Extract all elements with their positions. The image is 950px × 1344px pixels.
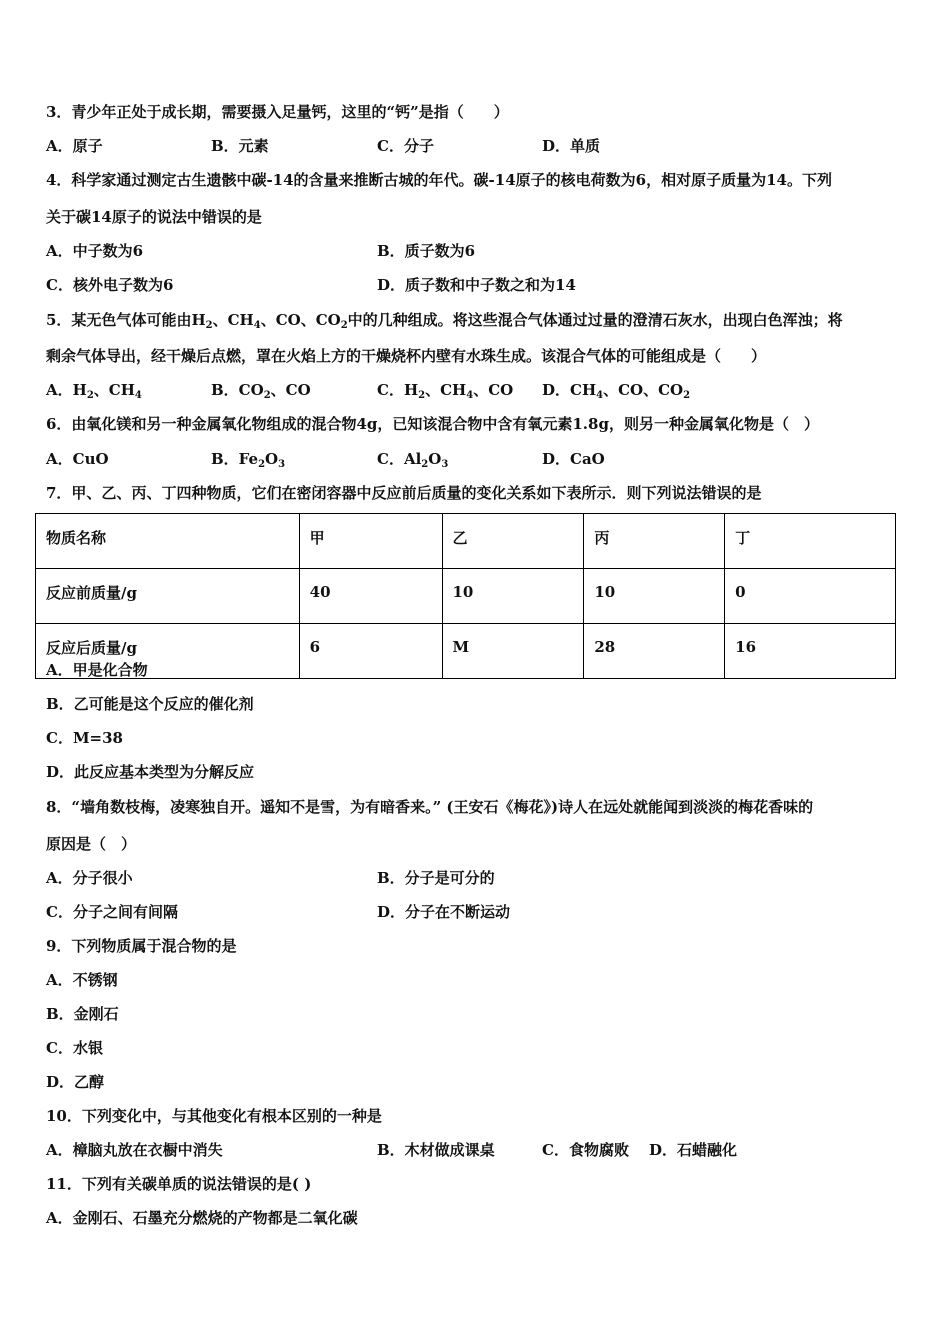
q9-option-a: A．不锈钢	[46, 971, 118, 989]
q5-stem-line1: 5．某无色气体可能由$H_2$、$CH_4$、CO、$CO_2$中的几种组成。将这些混合气体通过过量的澄清石灰水，出现白色浑浊；将	[46, 311, 843, 331]
q6-option-a: A．CuO	[46, 450, 109, 468]
q10-option-b: B．木材做成课桌	[377, 1141, 495, 1159]
table-header-row	[36, 514, 896, 569]
table-cell: 6	[299, 624, 442, 679]
q8-option-b: B．分子是可分的	[377, 869, 495, 887]
q3-option-a: A．原子	[46, 137, 103, 155]
q9-stem: 9．下列物质属于混合物的是	[46, 937, 237, 955]
table-cell: 反应后质量/g	[36, 624, 300, 679]
q10-stem: 10．下列变化中，与其他变化有根本区别的一种是	[46, 1107, 382, 1125]
q5-option-a: A．$H_2$、$CH_4$	[46, 381, 142, 401]
q7-option-b: B．乙可能是这个反应的催化剂	[46, 695, 254, 713]
q8-option-d: D．分子在不断运动	[377, 903, 511, 921]
q7-option-d: D．此反应基本类型为分解反应	[46, 763, 255, 781]
q3-option-c: C．分子	[377, 137, 434, 155]
q4-option-b: B．质子数为6	[377, 242, 476, 260]
table-cell: M	[442, 624, 584, 679]
q5-stem-line2: 剩余气体导出，经干燥后点燃，罩在火焰上方的干燥烧杯内壁有水珠生成。该混合气体的可能组成是（ ）	[46, 347, 767, 365]
q5-option-d: D．$CH_4$、CO、$CO_2$	[542, 381, 691, 401]
table-cell: 反应前质量/g	[36, 569, 300, 624]
q8-option-a: A．分子很小	[46, 869, 133, 887]
table-cell: 10	[584, 569, 725, 624]
q10-option-a: A．樟脑丸放在衣橱中消失	[46, 1141, 223, 1159]
table-cell: 0	[725, 569, 896, 624]
q5-option-b: B．$CO_2$、CO	[211, 381, 311, 401]
q6-option-d: D．CaO	[542, 450, 605, 468]
q8-stem-line2: 原因是（ ）	[46, 835, 137, 853]
q6-option-b: B．$Fe_2O_3$	[211, 450, 286, 470]
q7-option-a: A．甲是化合物	[46, 661, 148, 679]
table-header-cell: 乙	[442, 514, 584, 569]
table-cell: 16	[725, 624, 896, 679]
q9-option-c: C．水银	[46, 1039, 103, 1057]
q8-option-c: C．分子之间有间隔	[46, 903, 178, 921]
q3-option-d: D．单质	[542, 137, 601, 155]
q9-option-b: B．金刚石	[46, 1005, 119, 1023]
table-header-cell: 甲	[299, 514, 442, 569]
q8-stem-line1: 8．“墙角数枝梅，凌寒独自开。遥知不是雪，为有暗香来。” (王安石《梅花》)诗人在远处就能闻到淡淡的梅花香味的	[46, 798, 814, 816]
table-cell: 10	[442, 569, 584, 624]
q7-stem: 7．甲、乙、丙、丁四种物质，它们在密闭容器中反应前后质量的变化关系如下表所示．则下列说法错误的是	[46, 484, 762, 502]
q7-table	[35, 513, 896, 679]
q3-stem: 3．青少年正处于成长期，需要摄入足量钙，这里的“钙”是指（ ）	[46, 103, 509, 121]
table-header-cell: 丁	[725, 514, 896, 569]
q7-option-c: C．M=38	[46, 729, 123, 747]
q4-stem-line1: 4．科学家通过测定古生遗骸中碳-14的含量来推断古城的年代。碳-14原子的核电荷数为6，相对原子质量为14。下列	[46, 171, 832, 189]
table-cell: 28	[584, 624, 725, 679]
q6-stem: 6．由氧化镁和另一种金属氧化物组成的混合物4g，已知该混合物中含有氧元素1.8g，则另一种金属氧化物是（ ）	[46, 415, 819, 433]
q6-option-c: C．$Al_2O_3$	[377, 450, 449, 470]
table-header-cell: 丙	[584, 514, 725, 569]
q9-option-d: D．乙醇	[46, 1073, 105, 1091]
q4-option-d: D．质子数和中子数之和为14	[377, 276, 576, 294]
q11-stem: 11．下列有关碳单质的说法错误的是( )	[46, 1175, 312, 1193]
q4-option-c: C．核外电子数为6	[46, 276, 174, 294]
q10-option-c: C．食物腐败	[542, 1141, 629, 1159]
table-row	[36, 624, 896, 679]
q4-stem-line2: 关于碳14原子的说法中错误的是	[46, 208, 262, 226]
table-header-cell: 物质名称	[36, 514, 300, 569]
q3-option-b: B．元素	[211, 137, 269, 155]
q5-option-c: C．$H_2$、$CH_4$、CO	[377, 381, 514, 401]
q11-option-a: A．金刚石、石墨充分燃烧的产物都是二氧化碳	[46, 1209, 358, 1227]
q10-option-d: D．石蜡融化	[649, 1141, 738, 1159]
q4-option-a: A．中子数为6	[46, 242, 144, 260]
table-row	[36, 569, 896, 624]
table-cell: 40	[299, 569, 442, 624]
